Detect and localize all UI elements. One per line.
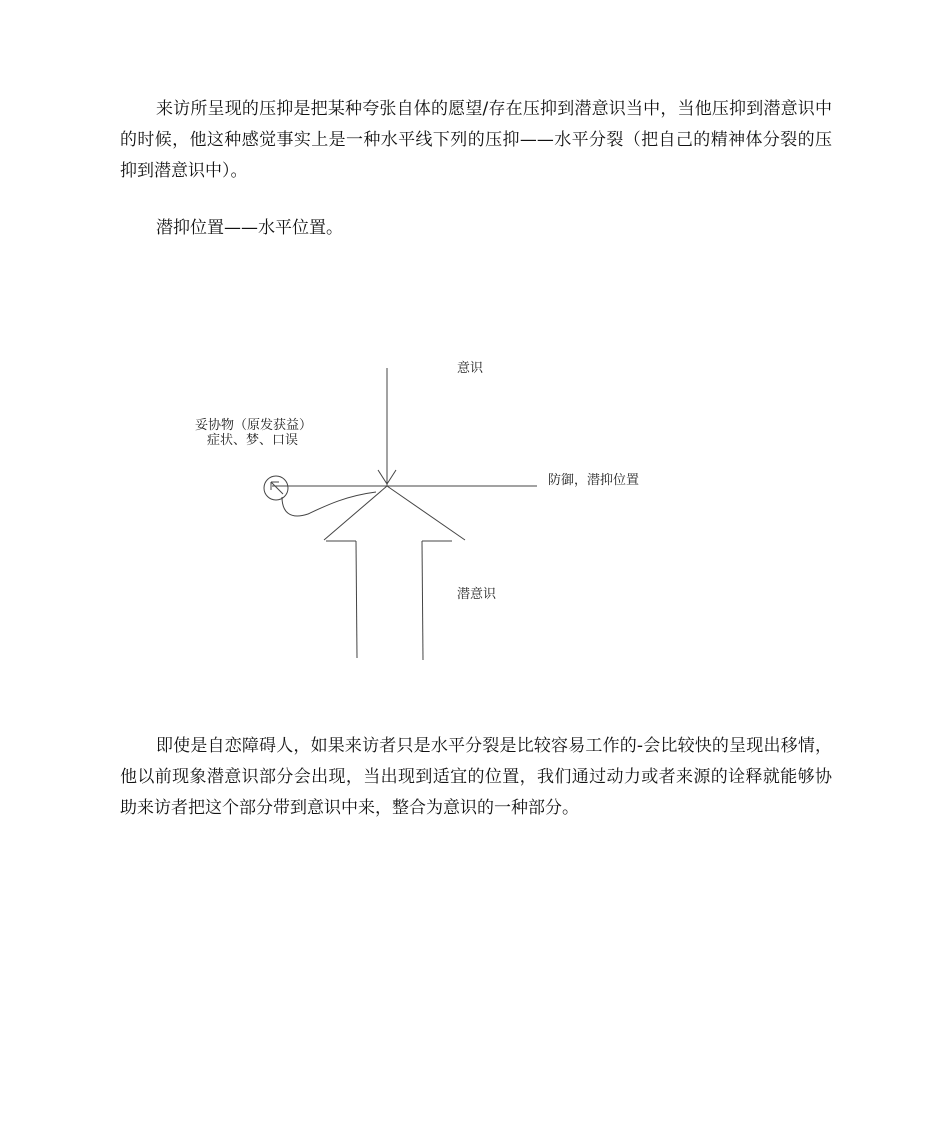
label-defense: 防御，潜抑位置 [548, 473, 640, 488]
big-arrow-shaft-right [422, 541, 423, 660]
label-compromise-line1: 妥协物（原发获益） [195, 418, 313, 433]
compromise-curve [282, 492, 376, 516]
compromise-arrow-line [271, 482, 283, 494]
paragraph-repression-position: 潜抑位置——水平位置。 [156, 218, 343, 238]
conscious-arrowhead-right [387, 470, 396, 484]
label-compromise-line2: 症状、梦、口误 [207, 433, 299, 448]
label-conscious: 意识 [457, 361, 484, 376]
conscious-arrowhead-left [378, 470, 387, 484]
big-arrow-head-right [387, 486, 465, 540]
label-unconscious: 潜意识 [457, 587, 497, 602]
paragraph-horizontal-split: 即使是自恋障碍人，如果来访者只是水平分裂是比较容易工作的-会比较快的呈现出移情，他以前现象潜意识部分会出现，当出现到适宜的位置，我们通过动力或者来源的诠释就能够协助来访者把这个部分带到意识中来，整合为意识的一种部分。 [120, 736, 832, 818]
big-arrow-head-left [324, 486, 387, 540]
compromise-circle [264, 476, 288, 500]
paragraph-intro: 来访所呈现的压抑是把某种夸张自体的愿望/存在压抑到潜意识当中，当他压抑到潜意识中的时候，他这种感觉事实上是一种水平线下列的压抑——水平分裂（把自己的精神体分裂的压抑到潜意识中）。 [120, 99, 832, 181]
big-arrow-shaft-left [356, 541, 357, 658]
